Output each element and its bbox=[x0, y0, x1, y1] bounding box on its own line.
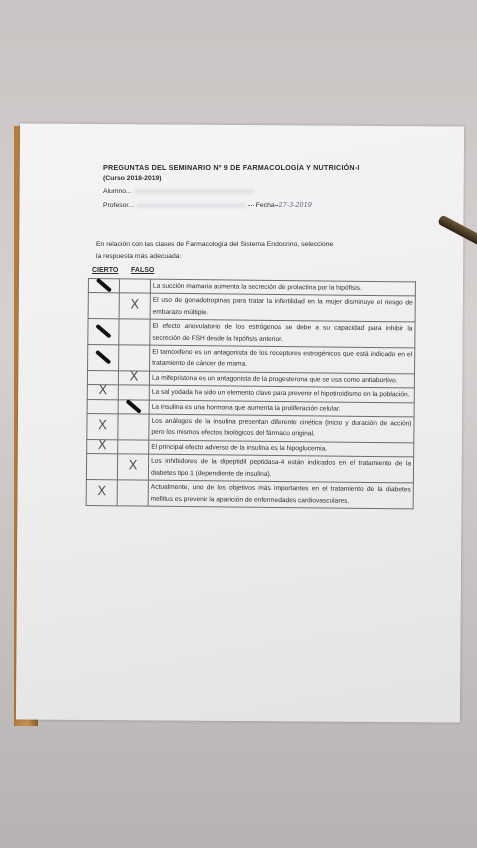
student-line bbox=[103, 188, 254, 195]
cierto-cell[interactable] bbox=[86, 480, 117, 506]
redacted-professor-name bbox=[136, 203, 246, 208]
cierto-cell[interactable] bbox=[87, 439, 118, 454]
x-mark: X bbox=[98, 383, 108, 399]
date-value: 27-3-2019 bbox=[278, 201, 312, 209]
x-mark: X bbox=[97, 437, 107, 454]
falso-cell[interactable] bbox=[119, 345, 150, 371]
question-text: Los inhibidores de la dipeptidil peptidasa-4 están indicados en el tratamiento de la diabetes tipo 1 (dependiente de insulina). bbox=[148, 454, 413, 483]
instructions-line-2: la respuesta más adecuada: bbox=[96, 252, 182, 260]
ink-stroke-mark bbox=[95, 324, 111, 339]
redacted-student-name bbox=[134, 189, 254, 194]
question-text: La sal yodada ha sido un elemento clave para prevenir el hipotiroidismo en la población. bbox=[149, 385, 414, 402]
question-text: El efecto anovulatorio de los estrógenos se debe a su capacidad para inhibir la secreción de FSH desde la hipófisis anterior. bbox=[150, 319, 415, 348]
student-label: Alumno... bbox=[103, 188, 132, 195]
question-row bbox=[86, 454, 413, 483]
x-mark: X bbox=[97, 483, 107, 499]
question-text: Actualmente, uno de los objetivos más importantes en el tratamiento de la diabetes mellitus es prevenir la aparición de enfermedades cardiovasculares. bbox=[148, 480, 413, 509]
professor-line bbox=[103, 201, 312, 209]
cierto-cell[interactable] bbox=[87, 414, 118, 440]
falso-cell[interactable] bbox=[119, 319, 150, 345]
question-row bbox=[86, 480, 413, 509]
falso-cell[interactable] bbox=[119, 293, 150, 319]
question-text: El principal efecto adverso de la insulina es la hipoglucemia. bbox=[149, 440, 414, 457]
x-mark: X bbox=[130, 297, 140, 313]
question-text: La insulina es una hormona que aumenta la proliferación celular. bbox=[149, 400, 414, 417]
question-text: La succión mamaria aumenta la secreción de prolactina por la hipófisis. bbox=[150, 279, 415, 296]
cierto-cell[interactable] bbox=[87, 385, 118, 400]
cierto-cell[interactable] bbox=[86, 454, 117, 480]
falso-cell[interactable] bbox=[118, 385, 149, 400]
question-row bbox=[87, 414, 414, 443]
question-text: El uso de gonadotropinas para tratar la infertilidad en la mujer disminuye el riesgo de embarazo múltiple. bbox=[150, 294, 415, 323]
questions-table bbox=[86, 278, 416, 509]
column-header-true: CIERTO bbox=[92, 267, 119, 274]
cierto-cell[interactable] bbox=[88, 319, 119, 345]
cierto-cell[interactable] bbox=[87, 399, 118, 414]
ink-stroke-mark bbox=[126, 399, 142, 414]
date-label: Fecha bbox=[255, 202, 275, 209]
column-header-false: FALSO bbox=[131, 267, 155, 274]
document-title: PREGUNTAS DEL SEMINARIO Nº 9 DE FARMACOLOGÍA Y NUTRICIÓN-I bbox=[103, 163, 360, 172]
cierto-cell[interactable] bbox=[88, 293, 119, 319]
falso-cell[interactable] bbox=[118, 440, 149, 455]
question-row bbox=[88, 319, 415, 348]
ink-stroke-mark bbox=[96, 278, 112, 293]
x-mark: X bbox=[128, 458, 138, 474]
question-text: El tamoxifeno es un antagonista de los receptores estrogénicos que está indicado en el tratamiento de cáncer de mama. bbox=[150, 345, 415, 374]
course-year: (Curso 2018-2019) bbox=[103, 175, 162, 182]
falso-cell[interactable] bbox=[117, 454, 148, 480]
falso-cell[interactable] bbox=[117, 480, 148, 506]
falso-cell[interactable] bbox=[118, 371, 149, 386]
falso-cell[interactable] bbox=[119, 279, 150, 294]
question-row bbox=[88, 293, 415, 322]
instructions bbox=[96, 239, 333, 262]
falso-cell[interactable] bbox=[118, 414, 149, 440]
cierto-cell[interactable] bbox=[88, 279, 119, 294]
question-text: La mifepristona es un antagonista de la progesterona que se usa como antiabortivo. bbox=[149, 371, 414, 388]
x-mark: X bbox=[129, 369, 139, 385]
x-mark: X bbox=[97, 417, 107, 433]
falso-cell[interactable] bbox=[118, 399, 149, 414]
cierto-cell[interactable] bbox=[88, 345, 119, 371]
professor-label: Profesor... bbox=[103, 202, 134, 209]
ink-stroke-mark bbox=[95, 350, 111, 365]
question-text: Los análogos de la insulina presentan diferente cinética (inicio y duración de acción) pero los mismos efectos biológicos del fármaco original. bbox=[149, 414, 414, 443]
instructions-line-1: En relación con las clases de Farmacología del Sistema Endocrino, seleccione bbox=[96, 241, 334, 248]
